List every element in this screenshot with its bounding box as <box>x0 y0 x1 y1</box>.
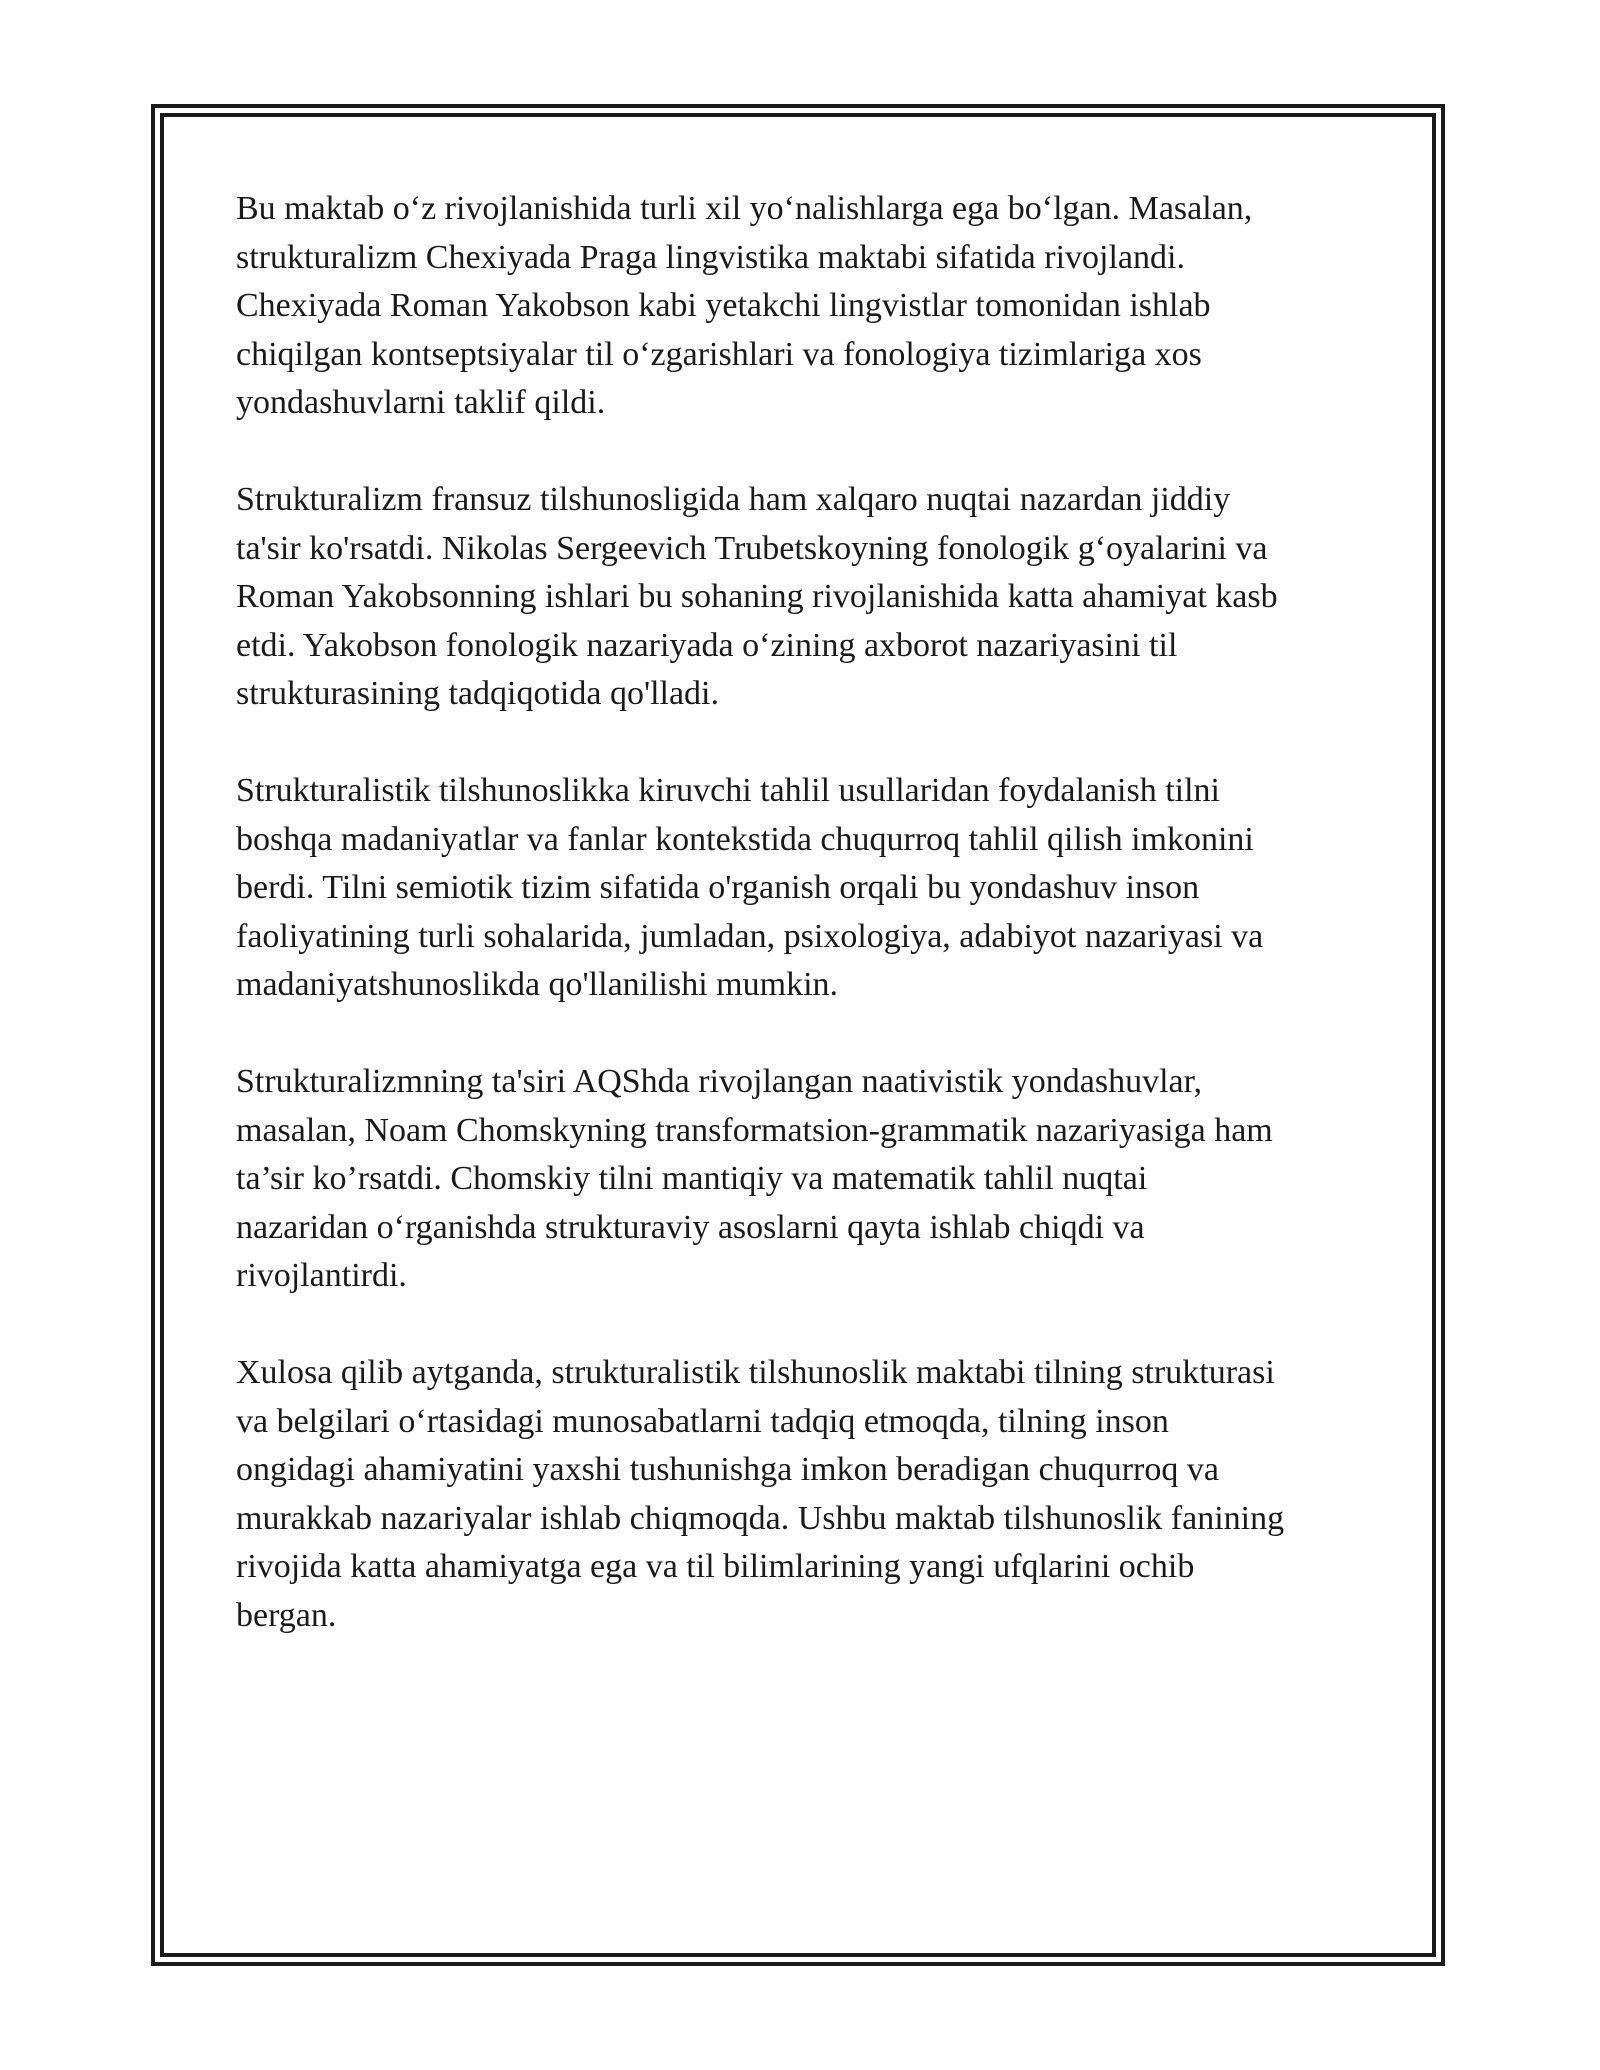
paragraph-1: Bu maktab o‘z rivojlanishida turli xil yo‘nalishlarga ega bo‘lgan. Masalan, strukturalizm Chexiyada Praga lingvistika maktabi sifatida rivojlandi. Chexiyada Roman Yakobson kabi yetakchi lingvistlar tomonidan ishlab chiqilgan kontseptsiyalar til o‘zgarishlari va fonologiya tizimlariga xos yondashuvlarni taklif qildi. <box>236 190 1253 421</box>
paragraph-3: Strukturalistik tilshunoslikka kiruvchi tahlil usullaridan foydalanish tilni boshqa madaniyatlar va fanlar kontekstida chuqurroq tahlil qilish imkonini berdi. Tilni semiotik tizim sifatida o'rganish orqali bu yondashuv inson faoliyatining turli sohalarida, jumladan, psixologiya, adabiyot nazariyasi va madaniyatshunoslikda qo'llanilishi mumkin. <box>236 772 1264 1003</box>
paragraph-2: Strukturalizm fransuz tilshunosligida ham xalqaro nuqtai nazardan jiddiy ta'sir ko'rsatdi. Nikolas Sergeevich Trubetskoyning fonologik g‘oyalarini va Roman Yakobsonning ishlari bu sohaning rivojlanishida katta ahamiyat kasb etdi. Yakobson fonologik nazariyada o‘zining axborot nazariyasini til strukturasining tadqiqotida qo'lladi. <box>236 481 1278 712</box>
paragraph-4: Strukturalizmning ta'siri AQShda rivojlangan naativistik yondashuvlar, masalan, Noam Chomskyning transformatsion-grammatik nazariyasiga ham ta’sir ko’rsatdi. Chomskiy tilni mantiqiy va matematik tahlil nuqtai nazaridan o‘rganishda strukturaviy asoslarni qayta ishlab chiqdi va rivojlantirdi. <box>236 1063 1273 1294</box>
document-body <box>236 185 1376 1689</box>
paragraph-5: Xulosa qilib aytganda, strukturalistik tilshunoslik maktabi tilning strukturasi va belgilari o‘rtasidagi munosabatlarni tadqiq etmoqda, tilning inson ongidagi ahamiyatini yaxshi tushunishga imkon beradigan chuqurroq va murakkab nazariyalar ishlab chiqmoqda. Ushbu maktab tilshunoslik fanining rivojida katta ahamiyatga ega va til bilimlarining yangi ufqlarini ochib bergan. <box>236 1354 1285 1634</box>
